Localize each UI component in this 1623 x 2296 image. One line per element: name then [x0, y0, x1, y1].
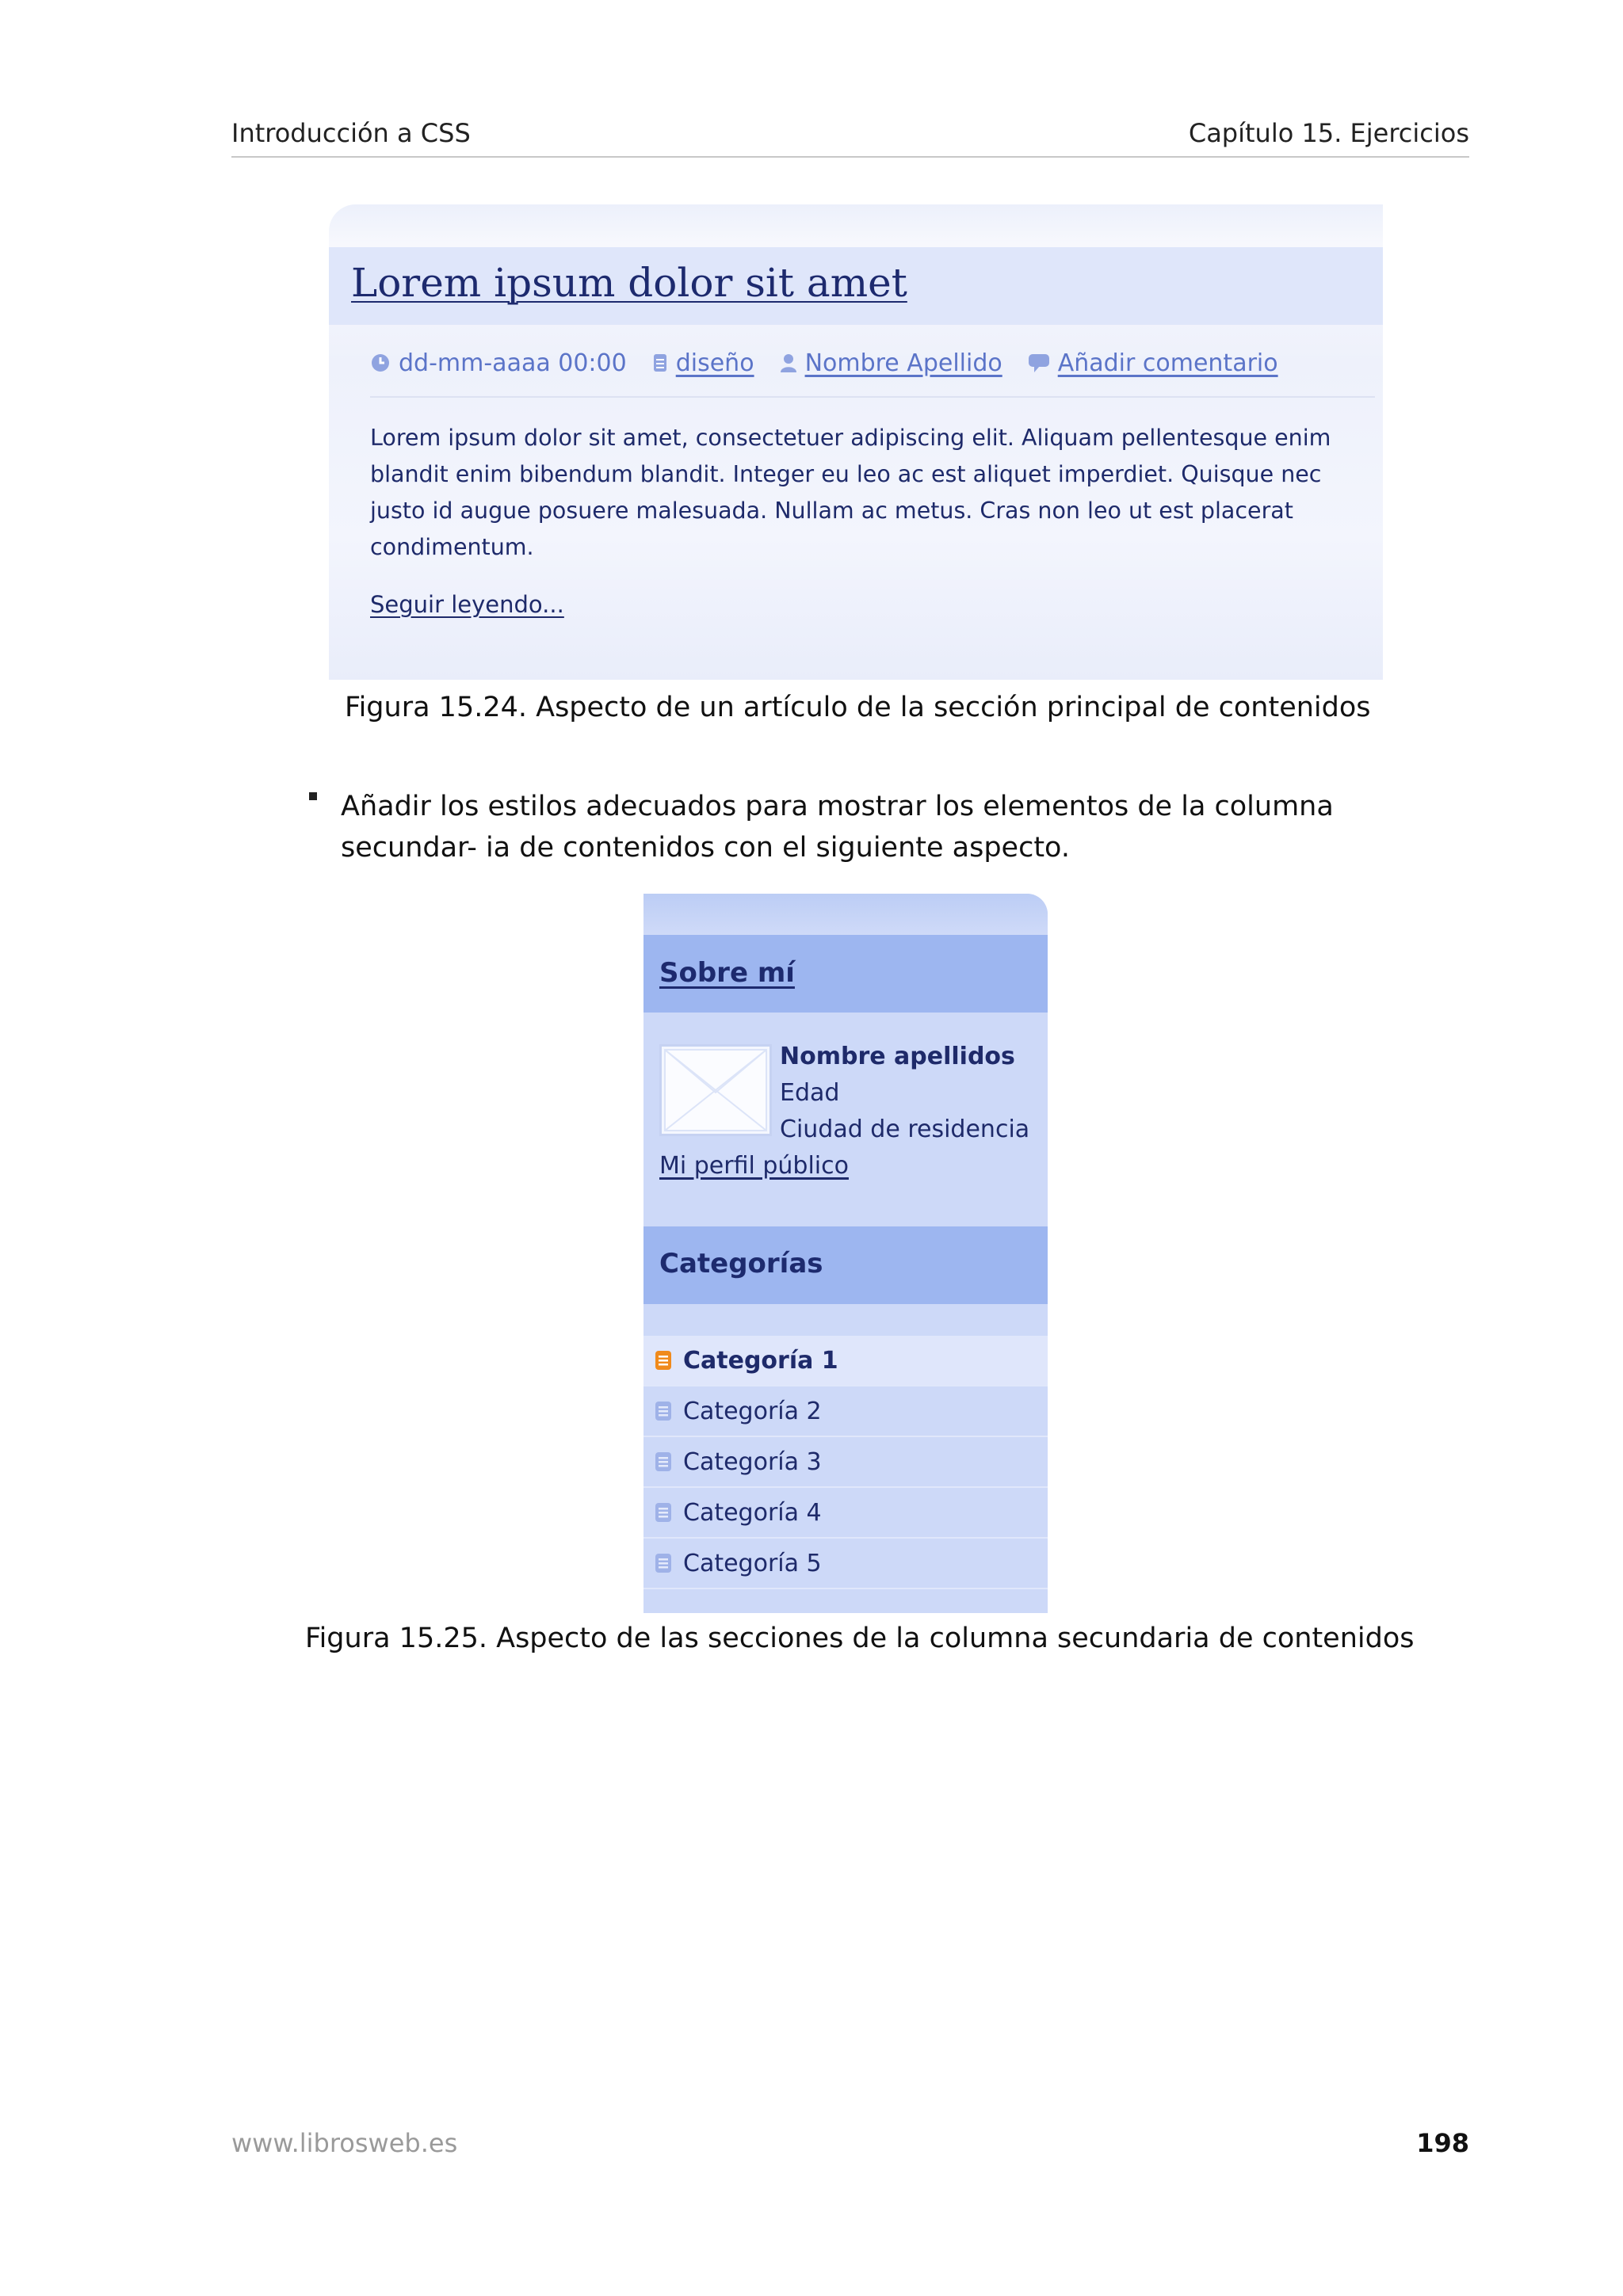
article-body: Lorem ipsum dolor sit amet, consectetuer adipiscing elit. Aliquam pellentesque enim blandit enim bibendum blandit. Integer eu leo ac est aliquet imperdiet. Quisque nec justo id augue posuere malesuada. Nullam ac metus. Cras non leo ut est placerat condimentum. — [370, 425, 1331, 560]
category-list — [643, 1336, 1048, 1589]
profile-city: Ciudad de residencia — [780, 1116, 1030, 1143]
read-more-link[interactable]: Seguir leyendo... — [370, 591, 564, 618]
meta-author-link[interactable]: Nombre Apellido — [804, 349, 1002, 377]
meta-category — [652, 349, 754, 377]
category-item-4[interactable] — [643, 1488, 1048, 1539]
category-label: Categoría 3 — [683, 1447, 822, 1476]
image-placeholder-icon — [662, 1047, 769, 1134]
category-icon — [655, 1401, 672, 1421]
figure-caption-15-24: Figura 15.24. Aspecto de un artículo de la sección principal de contenidos — [345, 692, 1371, 723]
profile-image-placeholder — [659, 1044, 772, 1136]
categories-title: Categorías — [659, 1248, 823, 1280]
category-item-1[interactable] — [643, 1336, 1048, 1386]
meta-author — [780, 349, 1002, 377]
article-title-link[interactable]: Lorem ipsum dolor sit amet — [351, 260, 907, 306]
category-active-icon — [655, 1350, 672, 1371]
header-chapter-title: Capítulo 15. Ejercicios — [1188, 118, 1469, 148]
about-title-link[interactable]: Sobre mí — [659, 957, 795, 989]
category-item-2[interactable] — [643, 1386, 1048, 1437]
meta-category-link[interactable]: diseño — [675, 349, 754, 377]
meta-comment — [1028, 349, 1278, 377]
article-divider — [370, 396, 1375, 398]
list-bullet — [309, 792, 317, 800]
comment-bubble-icon — [1028, 353, 1050, 373]
sidebar-top-cap — [643, 894, 1048, 935]
category-label: Categoría 5 — [683, 1549, 822, 1577]
sidebar-figure — [643, 894, 1048, 1613]
meta-date-text: dd-mm-aaaa 00:00 — [399, 349, 627, 377]
meta-comment-link[interactable]: Añadir comentario — [1057, 349, 1278, 377]
profile-age: Edad — [780, 1079, 840, 1107]
profile-name: Nombre apellidos — [780, 1043, 1015, 1070]
footer-site: www.librosweb.es — [231, 2128, 458, 2158]
meta-date — [370, 349, 627, 377]
category-label: Categoría 2 — [683, 1397, 822, 1425]
category-label: Categoría 4 — [683, 1498, 822, 1527]
article-meta — [370, 347, 1304, 379]
page-number: 198 — [1416, 2128, 1469, 2158]
category-item-3[interactable] — [643, 1437, 1048, 1488]
running-header — [231, 115, 1469, 158]
user-icon — [780, 353, 797, 373]
article-figure — [329, 204, 1383, 680]
category-label: Categoría 1 — [683, 1346, 838, 1375]
figure-caption-15-25: Figura 15.25. Aspecto de las secciones de la columna secundaria de contenidos — [305, 1623, 1415, 1654]
public-profile-link[interactable]: Mi perfil público — [659, 1152, 849, 1180]
category-icon — [655, 1502, 672, 1523]
category-item-5[interactable] — [643, 1539, 1048, 1589]
document-icon — [652, 353, 668, 373]
category-icon — [655, 1451, 672, 1472]
exercise-bullet-text: Añadir los estilos adecuados para mostrar los elementos de la columna secundar- ia de contenidos con el siguiente aspecto. — [341, 791, 1334, 864]
header-book-title: Introducción a CSS — [231, 118, 471, 148]
clock-icon — [370, 353, 391, 373]
category-icon — [655, 1553, 672, 1573]
